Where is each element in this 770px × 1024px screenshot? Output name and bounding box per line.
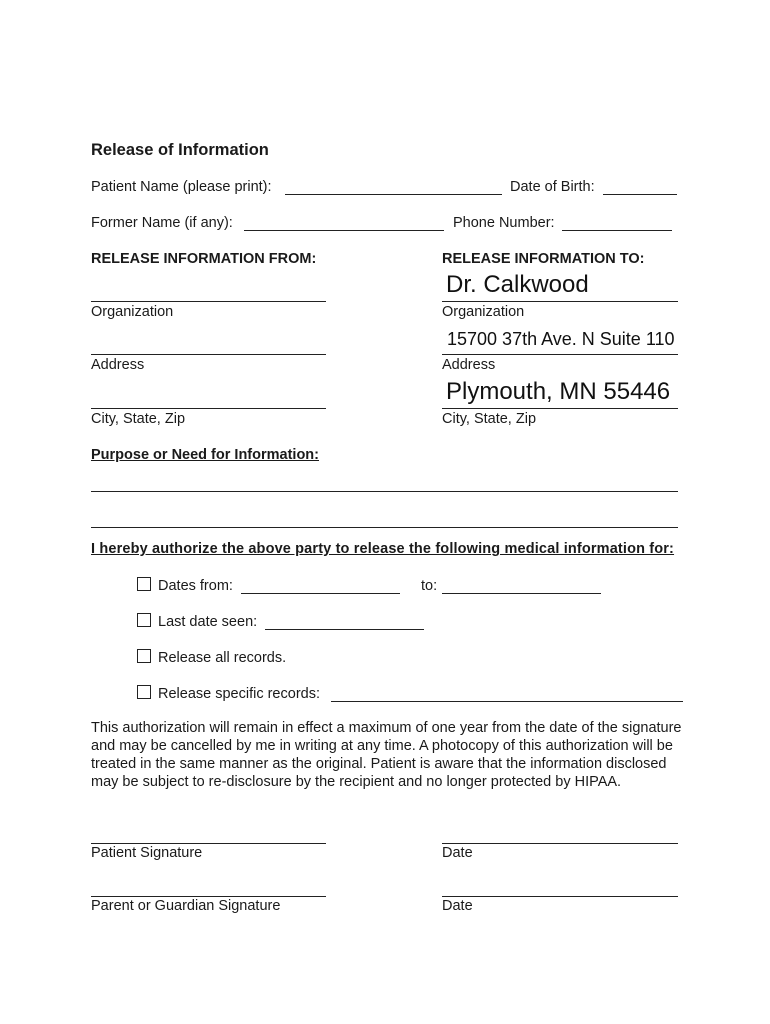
date1-label: Date (442, 845, 473, 861)
dob-input[interactable] (603, 176, 677, 195)
dates-to-input[interactable] (442, 575, 601, 594)
last-seen-label: Last date seen: (158, 614, 258, 630)
release-all-checkbox[interactable] (137, 649, 151, 663)
dates-from-checkbox[interactable] (137, 577, 151, 591)
dates-from-label: Dates from: (158, 578, 233, 594)
to-organization-label: Organization (442, 304, 525, 320)
dob-label: Date of Birth: (510, 179, 595, 195)
former-name-label: Former Name (if any): (91, 215, 233, 231)
purpose-line-2[interactable] (91, 509, 678, 528)
purpose-line-1[interactable] (91, 473, 678, 492)
release-to-heading: RELEASE INFORMATION TO: (442, 251, 645, 267)
from-organization-label: Organization (91, 304, 174, 320)
to-city-line (442, 408, 678, 409)
from-organization-input[interactable] (91, 283, 326, 302)
from-address-label: Address (91, 357, 145, 373)
guardian-signature-line[interactable] (91, 896, 326, 897)
last-seen-checkbox[interactable] (137, 613, 151, 627)
release-specific-label: Release specific records: (158, 686, 320, 702)
from-city-label: City, State, Zip (91, 411, 186, 427)
authorize-heading: I hereby authorize the above party to release the following medical information for: (91, 541, 675, 557)
purpose-heading: Purpose or Need for Information: (91, 447, 319, 463)
release-all-label: Release all records. (158, 650, 287, 666)
to-city-label: City, State, Zip (442, 411, 537, 427)
patient-name-label: Patient Name (please print): (91, 179, 272, 195)
phone-label: Phone Number: (453, 215, 555, 231)
to-city-value[interactable]: Plymouth, MN 55446 (446, 378, 671, 405)
release-from-heading: RELEASE INFORMATION FROM: (91, 251, 317, 267)
dates-from-input[interactable] (241, 575, 400, 594)
guardian-signature-label: Parent or Guardian Signature (91, 898, 281, 914)
from-city-input[interactable] (91, 390, 326, 409)
phone-input[interactable] (562, 212, 672, 231)
release-specific-checkbox[interactable] (137, 685, 151, 699)
to-organization-line (442, 301, 678, 302)
last-seen-input[interactable] (265, 611, 424, 630)
patient-signature-line[interactable] (91, 843, 326, 844)
date1-line[interactable] (442, 843, 678, 844)
release-specific-input[interactable] (331, 683, 683, 702)
dates-to-label: to: (421, 578, 438, 594)
date2-line[interactable] (442, 896, 678, 897)
former-name-input[interactable] (244, 212, 444, 231)
date2-label: Date (442, 898, 473, 914)
patient-signature-label: Patient Signature (91, 845, 203, 861)
to-address-line (442, 354, 678, 355)
form-title: Release of Information (91, 141, 269, 159)
to-organization-value[interactable]: Dr. Calkwood (446, 271, 589, 298)
disclaimer-text: This authorization will remain in effect a maximum of one year from the date of the signature and may be cancelled by me in writing at any time. A photocopy of this authorization will be treated in the same manner as the original. Patient is aware that the information disclosed may be subject to re-disclosure by the recipient and no longer protected by HIPAA. (91, 720, 682, 790)
to-address-value[interactable]: 15700 37th Ave. N Suite 110 (447, 329, 675, 349)
patient-name-input[interactable] (285, 176, 502, 195)
from-address-input[interactable] (91, 336, 326, 355)
to-address-label: Address (442, 357, 496, 373)
